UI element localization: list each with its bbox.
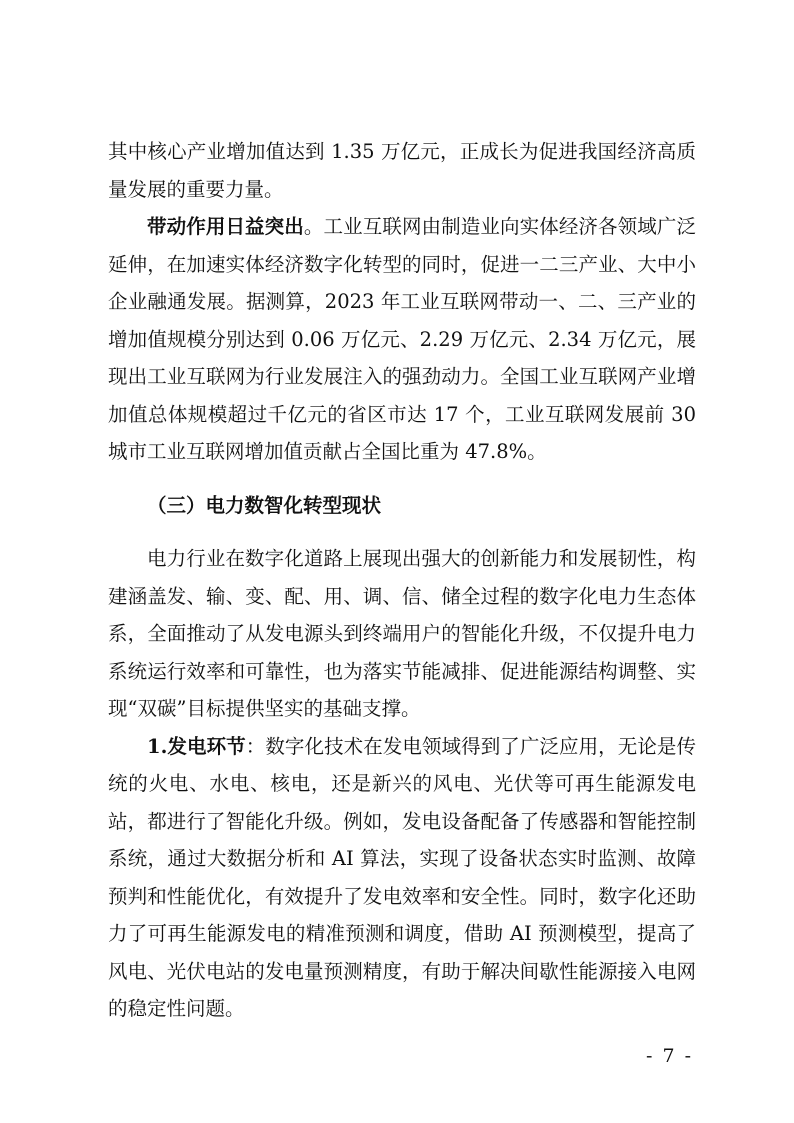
paragraph-generation — [108, 728, 696, 1028]
paragraph-power-industry — [108, 540, 696, 728]
paragraph-text: 其中核心产业增加值达到 1.35 万亿元，正成长为促进我国经济高质量发展的重要力量。 — [108, 140, 696, 201]
paragraph-core-industry — [108, 133, 696, 208]
paragraph-text: 。工业互联网由制造业向实体经济各领域广泛延伸，在加速实体经济数字化转型的同时，促进一二三产业、大中小企业融通发展。据测算，2023 年工业互联网带动一、二、三产业的增加值规模分别达到 0.06 万亿元、2.29 万亿元、2.34 万亿元，展现出工业互联网为行业发展注入的强劲动力。全国工业互联网产业增加值总体规模超过千亿元的省区市达 17 个，工业互联网发展前 30 城市工业互联网增加值贡献占全国比重为 47.8%。 — [108, 215, 696, 463]
paragraph-lead-bold: 1.发电环节 — [147, 734, 246, 758]
paragraph-text: 电力行业在数字化道路上展现出强大的创新能力和发展韧性，构建涵盖发、输、变、配、用、调、信、储全过程的数字化电力生态体系，全面推动了从发电源头到终端用户的智能化升级，不仅提升电力系统运行效率和可靠性，也为落实节能减排、促进能源结构调整、实现“双碳”目标提供坚实的基础支撑。 — [108, 547, 696, 720]
section-heading: （三）电力数智化转型现状 — [147, 493, 382, 517]
page-number: - 7 - — [646, 1045, 694, 1067]
paragraph-driving-role — [108, 208, 696, 471]
paragraph-lead-bold: 带动作用日益突出 — [147, 215, 304, 238]
paragraph-text: ：数字化技术在发电领域得到了广泛应用，无论是传统的火电、水电、核电，还是新兴的风电、光伏等可再生能源发电站，都进行了智能化升级。例如，发电设备配备了传感器和智能控制系统，通过大数据分析和 AI 算法，实现了设备状态实时监测、故障预判和性能优化，有效提升了发电效率和安全性。同时，数字化还助力了可再生能源发电的精准预测和调度，借助 AI 预测模型，提高了风电、光伏电站的发电量预测精度，有助于解决间歇性能源接入电网的稳定性问题。 — [108, 734, 696, 1020]
document-body — [108, 133, 696, 1028]
